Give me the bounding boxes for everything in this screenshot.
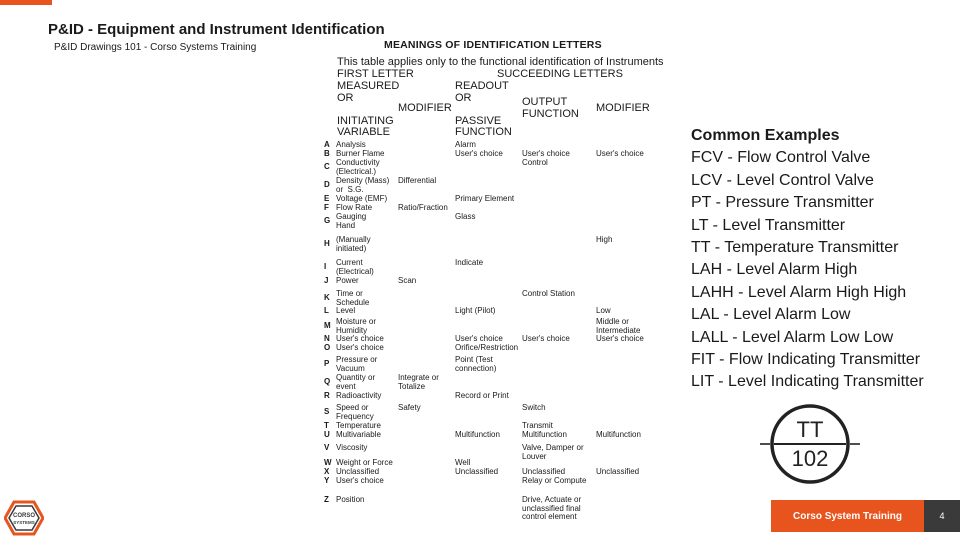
row-letter: X [324, 467, 330, 476]
table-cell: Burner Flame [336, 149, 385, 158]
row-letter: S [324, 407, 330, 416]
table-cell: Control Station [522, 289, 575, 298]
table-intro: This table applies only to the functional identification of Instruments [337, 56, 664, 68]
row-letter: W [324, 458, 332, 467]
row-letter: F [324, 203, 329, 212]
table-cell: Moisture or Humidity [336, 317, 377, 335]
table-cell: Multivariable [336, 430, 381, 439]
header-modifier-2: MODIFIER [596, 102, 650, 114]
example-item: PT - Pressure Transmitter [691, 194, 874, 212]
table-cell: User's choice [455, 334, 503, 343]
table-cell: Unclassified [336, 467, 380, 476]
table-cell: Conductivity (Electrical.) [336, 158, 380, 176]
row-letter: T [324, 421, 329, 430]
row-letter: V [324, 443, 330, 452]
table-cell: Transmit [522, 421, 553, 430]
row-letter: M [324, 321, 331, 330]
table-title: MEANINGS OF IDENTIFICATION LETTERS [384, 39, 602, 51]
table-cell: High [596, 235, 613, 244]
example-item: LT - Level Transmitter [691, 216, 846, 234]
row-letter: R [324, 391, 330, 400]
table-cell: Glass [455, 212, 476, 221]
example-item: LIT - Level Indicating Transmitter [691, 373, 924, 391]
row-letter: Q [324, 377, 331, 386]
table-cell: Temperature [336, 421, 381, 430]
table-cell: Valve, Damper or Louver [522, 443, 584, 461]
table-cell: Differential [398, 176, 437, 185]
table-cell: Scan [398, 276, 417, 285]
logo-line-2: SYSTEMS [13, 520, 35, 525]
table-cell: Radioactivity [336, 391, 382, 400]
examples-title: Common Examples [691, 127, 840, 144]
header-output: OUTPUT FUNCTION [522, 96, 579, 120]
row-letter: C [324, 162, 330, 171]
symbol-tag: TT [796, 417, 824, 442]
table-cell: User's choice [455, 149, 503, 158]
slide-subtitle: P&ID Drawings 101 - Corso Systems Training [54, 42, 257, 53]
table-cell: Primary Element [455, 194, 515, 203]
header-modifier: MODIFIER [398, 102, 452, 114]
example-item: LCV - Level Control Valve [691, 171, 874, 189]
logo-line-1: CORSO [12, 513, 36, 519]
table-cell: Multifunction [522, 430, 567, 439]
symbol-number: 102 [791, 446, 829, 471]
example-item: LAHH - Level Alarm High High [691, 283, 907, 301]
table-cell: Unclassified [596, 467, 640, 476]
row-letter: D [324, 180, 330, 189]
table-cell: User's choice [596, 334, 644, 343]
row-letter: A [324, 140, 330, 149]
page-number: 4 [924, 500, 960, 532]
footer-label: Corso System Training [771, 500, 924, 532]
table-cell: Switch [522, 403, 546, 412]
corso-logo-icon [4, 500, 44, 536]
row-letter: N [324, 334, 330, 343]
table-cell: Integrate or Totalize [398, 373, 439, 391]
table-cell: Control [522, 158, 548, 167]
header-succeeding-letters: SUCCEEDING LETTERS [497, 68, 623, 80]
row-letter: E [324, 194, 330, 203]
table-cell: Position [336, 495, 365, 504]
table-cell: Current (Electrical) [336, 258, 374, 276]
header-readout: READOUT OR PASSIVE FUNCTION [455, 80, 512, 138]
row-letter: Z [324, 495, 329, 504]
table-cell: Indicate [455, 258, 484, 267]
example-item: LALL - Level Alarm Low Low [691, 328, 894, 346]
table-cell: User's choice [336, 343, 384, 352]
table-cell: (Manually initiated) [336, 235, 371, 253]
accent-bar [0, 0, 52, 5]
table-cell: Light (Pilot) [455, 306, 496, 315]
table-cell: Ratio/Fraction [398, 203, 448, 212]
table-cell: Orifice/Restriction [455, 343, 519, 352]
row-letter: I [324, 262, 327, 271]
table-cell: Time or Schedule [336, 289, 370, 307]
table-cell: Record or Print [455, 391, 509, 400]
row-letter: L [324, 306, 329, 315]
slide-title: P&ID - Equipment and Instrument Identification [48, 21, 385, 38]
row-letter: H [324, 239, 330, 248]
table-cell: Density (Mass) or S.G. [336, 176, 390, 194]
table-cell: Unclassified [455, 467, 499, 476]
table-cell: User's choice [336, 334, 384, 343]
table-cell: Pressure or Vacuum [336, 355, 378, 373]
table-cell: Level [336, 306, 356, 315]
table-cell: Multifunction [455, 430, 500, 439]
table-cell: Gauging Hand [336, 212, 367, 230]
row-letter: G [324, 216, 331, 225]
table-cell: Safety [398, 403, 421, 412]
row-letter: P [324, 359, 330, 368]
table-cell: Viscosity [336, 443, 368, 452]
table-cell: Multifunction [596, 430, 641, 439]
example-item: LAH - Level Alarm High [691, 261, 858, 279]
row-letter: B [324, 149, 330, 158]
example-item: FIT - Flow Indicating Transmitter [691, 351, 921, 369]
table-cell: Middle or Intermediate [596, 317, 641, 335]
table-cell: Quantity or event [336, 373, 376, 391]
row-letter: Y [324, 476, 330, 485]
row-letter: J [324, 276, 329, 285]
table-cell: Low [596, 306, 611, 315]
table-cell: User's choice [336, 476, 384, 485]
table-cell: Relay or Compute [522, 476, 587, 485]
table-cell: User's choice [522, 149, 570, 158]
table-cell: Alarm [455, 140, 476, 149]
table-cell: Analysis [336, 140, 366, 149]
table-cell: User's choice [522, 334, 570, 343]
table-cell: Power [336, 276, 359, 285]
table-cell: Flow Rate [336, 203, 373, 212]
row-letter: K [324, 293, 330, 302]
table-cell: Well [455, 458, 471, 467]
table-cell: Weight or Force [336, 458, 393, 467]
table-cell: Drive, Actuate or unclassified final control element [522, 495, 582, 521]
row-letter: O [324, 343, 331, 352]
header-first-letter: FIRST LETTER [337, 68, 414, 80]
table-cell: User's choice [596, 149, 644, 158]
row-letter: U [324, 430, 330, 439]
table-cell: Point (Test connection) [455, 355, 497, 373]
table-cell: Speed or Frequency [336, 403, 374, 421]
example-item: TT - Temperature Transmitter [691, 239, 899, 257]
example-item: FCV - Flow Control Valve [691, 149, 871, 167]
table-cell: Unclassified [522, 467, 566, 476]
common-examples [691, 125, 951, 394]
instrument-bubble-icon [760, 404, 860, 484]
table-cell: Voltage (EMF) [336, 194, 388, 203]
example-item: LAL - Level Alarm Low [691, 306, 851, 324]
header-measured: MEASURED OR INITIATING VARIABLE [337, 80, 400, 138]
